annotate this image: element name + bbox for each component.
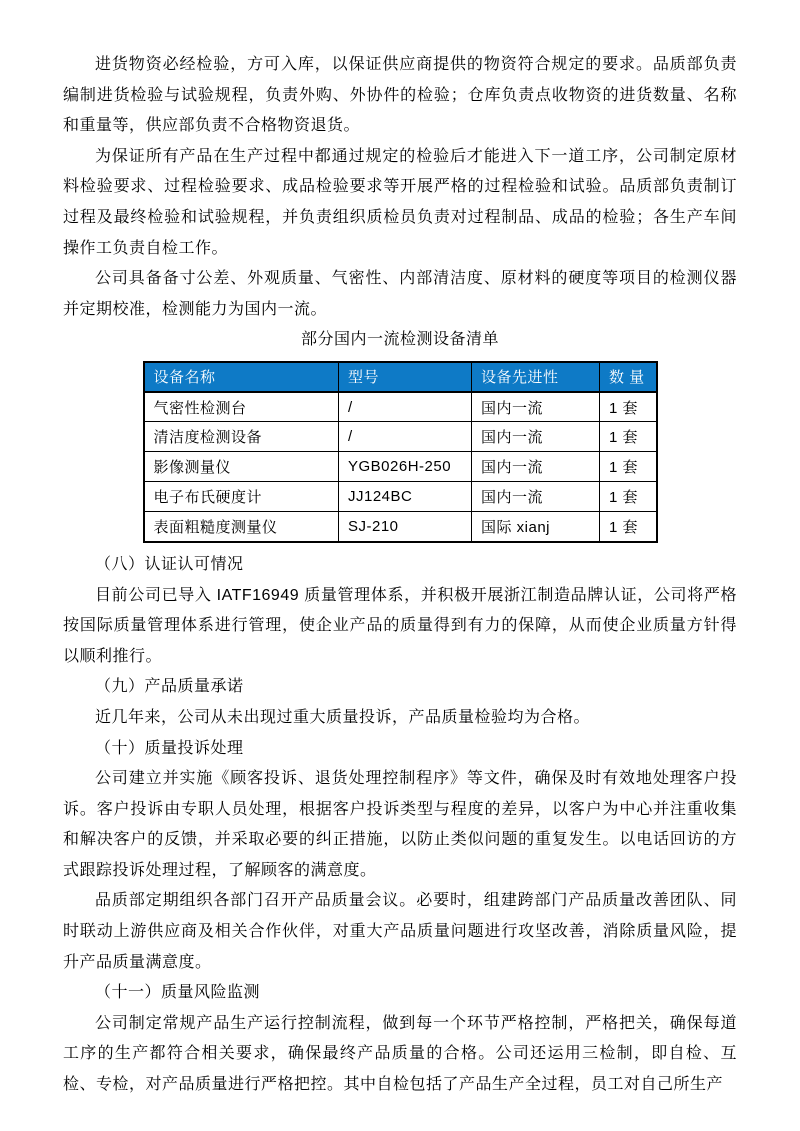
table-cell: 1 套 xyxy=(600,452,657,482)
section-heading: （十一）质量风险监测 xyxy=(95,984,261,1002)
table-cell: YGB026H-250 xyxy=(339,452,472,482)
paragraph: 公司制定常规产品生产运行控制流程，做到每一个环节严格控制，严格把关，确保每道工序的生产都符合相关要求，确保最终产品质量的合格。公司还运用三检制，即自检、互检、专检，对产品质量进行严格把控。其中自检包括了产品生产全过程，员工对自己所生产 xyxy=(63,1014,737,1094)
paragraph: 目前公司已导入 IATF16949 质量管理体系，并积极开展浙江制造品牌认证，公司将严格按国际质量管理体系进行管理，使企业产品的质量得到有力的保障，从而使企业质量方针得以顺利推行。 xyxy=(63,586,737,665)
table-cell: 表面粗糙度测量仪 xyxy=(144,512,339,542)
header-cell-advancement: 设备先进性 xyxy=(472,362,600,392)
table-cell: 国内一流 xyxy=(472,452,600,482)
table-cell: JJ124BC xyxy=(339,482,472,512)
document-body xyxy=(63,50,737,1101)
table-cell: 1 套 xyxy=(600,392,657,422)
table-row xyxy=(144,482,657,512)
table-cell: 影像测量仪 xyxy=(144,452,339,482)
paragraph: 公司具备备寸公差、外观质量、气密性、内部清洁度、原材料的硬度等项目的检测仪器并定期校准，检测能力为国内一流。 xyxy=(63,270,737,318)
paragraph: 近几年来，公司从未出现过重大质量投诉，产品质量检验均为合格。 xyxy=(95,708,591,726)
equipment-table xyxy=(143,361,658,543)
table-cell: / xyxy=(339,422,472,452)
paragraph: 进货物资必经检验，方可入库，以保证供应商提供的物资符合规定的要求。品质部负责编制进货检验与试验规程，负责外购、外协件的检验；仓库负责点收物资的进货数量、名称和重量等，供应部负责不合格物资退货。 xyxy=(63,56,737,135)
header-cell-quantity: 数 量 xyxy=(600,362,657,392)
table-cell: 国内一流 xyxy=(472,422,600,452)
table-cell: 1 套 xyxy=(600,482,657,512)
table-cell: 气密性检测台 xyxy=(144,392,339,422)
table-cell: 国内一流 xyxy=(472,392,600,422)
header-cell-equipment-name: 设备名称 xyxy=(144,362,339,392)
table-cell: / xyxy=(339,392,472,422)
table-cell: 清洁度检测设备 xyxy=(144,422,339,452)
section-heading: （十）质量投诉处理 xyxy=(95,739,244,757)
table-cell: SJ-210 xyxy=(339,512,472,542)
table-cell: 1 套 xyxy=(600,512,657,542)
table-row xyxy=(144,422,657,452)
table-cell: 1 套 xyxy=(600,422,657,452)
header-cell-model: 型号 xyxy=(339,362,472,392)
table-cell: 国际 xianj xyxy=(472,512,600,542)
table-row xyxy=(144,392,657,422)
paragraph: 品质部定期组织各部门召开产品质量会议。必要时，组建跨部门产品质量改善团队、同时联动上游供应商及相关合作伙伴，对重大产品质量问题进行攻坚改善，消除质量风险，提升产品质量满意度。 xyxy=(63,892,737,971)
section-heading: （九）产品质量承诺 xyxy=(95,678,244,696)
paragraph: 公司建立并实施《顾客投诉、退货处理控制程序》等文件，确保及时有效地处理客户投诉。客户投诉由专职人员处理，根据客户投诉类型与程度的差异，以客户为中心并注重收集和解决客户的反馈，并采取必要的纠正措施，以防止类似问题的重复发生。以电话回访的方式跟踪投诉处理过程，了解顾客的满意度。 xyxy=(63,770,737,879)
table-cell: 电子布氏硬度计 xyxy=(144,482,339,512)
table-cell: 国内一流 xyxy=(472,482,600,512)
table-row xyxy=(144,452,657,482)
table-header-row xyxy=(144,362,657,392)
table-title: 部分国内一流检测设备清单 xyxy=(300,331,499,349)
table-row xyxy=(144,512,657,542)
paragraph: 为保证所有产品在生产过程中都通过规定的检验后才能进入下一道工序，公司制定原材料检验要求、过程检验要求、成品检验要求等开展严格的过程检验和试验。品质部负责制订过程及最终检验和试验规程，并负责组织质检员负责对过程制品、成品的检验；各生产车间操作工负责自检工作。 xyxy=(63,147,737,257)
section-heading: （八）认证认可情况 xyxy=(95,555,244,573)
